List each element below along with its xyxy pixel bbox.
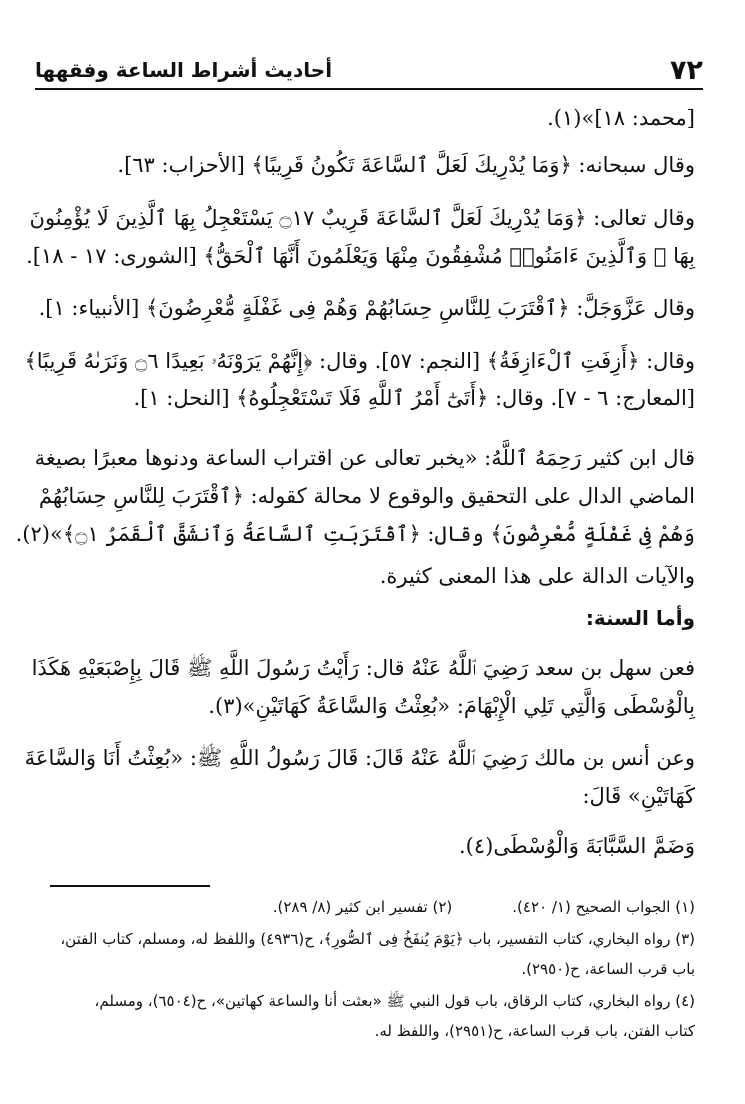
section-heading: وأما السنة: [585,606,695,630]
footnote-4: (٤) رواه البخاري، كتاب الرقاق، باب قول النبي ﷺ «بعثت أنا والساعة كهاتين»، ح(٦٥٠٤)، ومسلم، [94,992,695,1010]
text-line: قال ابن كثير رَحِمَهُ ٱللَّهُ: «يخبر تعالى عن اقتراب الساعة ودنوها معبرًا بصيغة [34,446,695,470]
text-line: وَضَمَّ السَّبَّابَةَ وَالْوُسْطَى(٤). [458,834,695,858]
footnote-4-continued: كتاب الفتن، باب قرب الساعة، ح(٢٩٥١)، واللفظ له. [374,1022,695,1040]
text-line-citation: [محمد: ١٨]»(١). [547,106,695,130]
footnote-3: (٣) رواه البخاري، كتاب التفسير، باب ﴿يَوْمَ يُنفَخُ فِى ٱلصُّورِ﴾، ح(٤٩٣٦) واللفظ له، ومسلم، كتاب الفتن، [60,930,695,948]
footnote-row [50,898,695,916]
text-line: كَهَاتَيْنِ» قَالَ: [582,784,695,808]
text-line: فعن سهل بن سعد رَضِيَ ٱللَّهُ عَنْهُ قال: رَأَيْتُ رَسُولَ اللَّهِ ﷺ قَالَ بِإِصْبَعَيْهِ هَكَذَا [31,656,695,680]
text-line: وعن أنس بن مالك رَضِيَ ٱللَّهُ عَنْهُ قَالَ: قَالَ رَسُولُ اللَّهِ ﷺ: «بُعِثْتُ أَنَا وَالسَّاعَةَ [24,746,695,770]
text-line: [المعارج: ٦ - ٧]. وقال: ﴿أَتَىٰٓ أَمْرُ ٱللَّهِ فَلَا تَسْتَعْجِلُوهُ﴾ [النحل: ١]. [133,386,695,410]
running-title: أحاديث أشراط الساعة وفقهها [35,58,333,82]
page-number: ٧٢ [670,54,703,86]
text-line: وقال: ﴿أَزِفَتِ ٱلْءَازِفَةُ﴾ [النجم: ٥٧]. وقال: ﴿إِنَّهُمْ يَرَوْنَهُۥ بَعِيدًا ۝٦ وَنَرَىٰهُ قَرِيبًا﴾ [24,349,695,373]
footnote-divider [50,885,210,887]
text-line: وقال سبحانه: ﴿وَمَا يُدْرِيكَ لَعَلَّ ٱلسَّاعَةَ تَكُونُ قَرِيبًا﴾ [الأحزاب: ٦٣]. [117,153,695,177]
text-line: وقال تعالى: ﴿وَمَا يُدْرِيكَ لَعَلَّ ٱلسَّاعَةَ قَرِيبٌ ۝١٧ يَسْتَعْجِلُ بِهَا ٱلَّذِينَ لَا يُؤْمِنُونَ [29,206,695,230]
text-line: وقال عَزَّوَجَلَّ: ﴿ٱقْتَرَبَ لِلنَّاسِ حِسَابُهُمْ وَهُمْ فِى غَفْلَةٍ مُّعْرِضُونَ﴾ [الأنبياء: ١]. [38,296,695,320]
text-line: الماضي الدال على التحقيق والوقوع لا محالة كقوله: ﴿ٱقْتَرَبَ لِلنَّاسِ حِسَابُهُمْ [38,484,695,508]
footnote-1: (١) الجواب الصحيح (١/ ٤٢٠). [512,898,695,916]
text-line: والآيات الدالة على هذا المعنى كثيرة. [379,564,695,588]
text-line: بِالْوُسْطَى وَالَّتِي تَلِي الْإِبْهَامَ: «بُعِثْتُ وَالسَّاعَةُ كَهَاتَيْنِ»(٣). [208,694,695,718]
page-header [35,52,703,90]
text-line: بِهَا ۖ وَٱلَّذِينَ ءَامَنُوا۟ مُشْفِقُونَ مِنْهَا وَيَعْلَمُونَ أَنَّهَا ٱلْحَقُّ﴾ [الشورى: ١٧ - ١٨]. [26,244,695,268]
text-line: وَهُمْ فِى غَفْلَةٍ مُّعْرِضُونَ﴾ وقال: ﴿ٱقْتَرَبَتِ ٱلسَّاعَةُ وَٱنشَقَّ ٱلْقَمَرُ ۝١﴾»(٢). [15,522,695,546]
footnote-3-continued: باب قرب الساعة، ح(٢٩٥٠). [521,960,695,978]
footnote-2: (٢) تفسير ابن كثير (٨/ ٢٨٩). [272,898,453,916]
